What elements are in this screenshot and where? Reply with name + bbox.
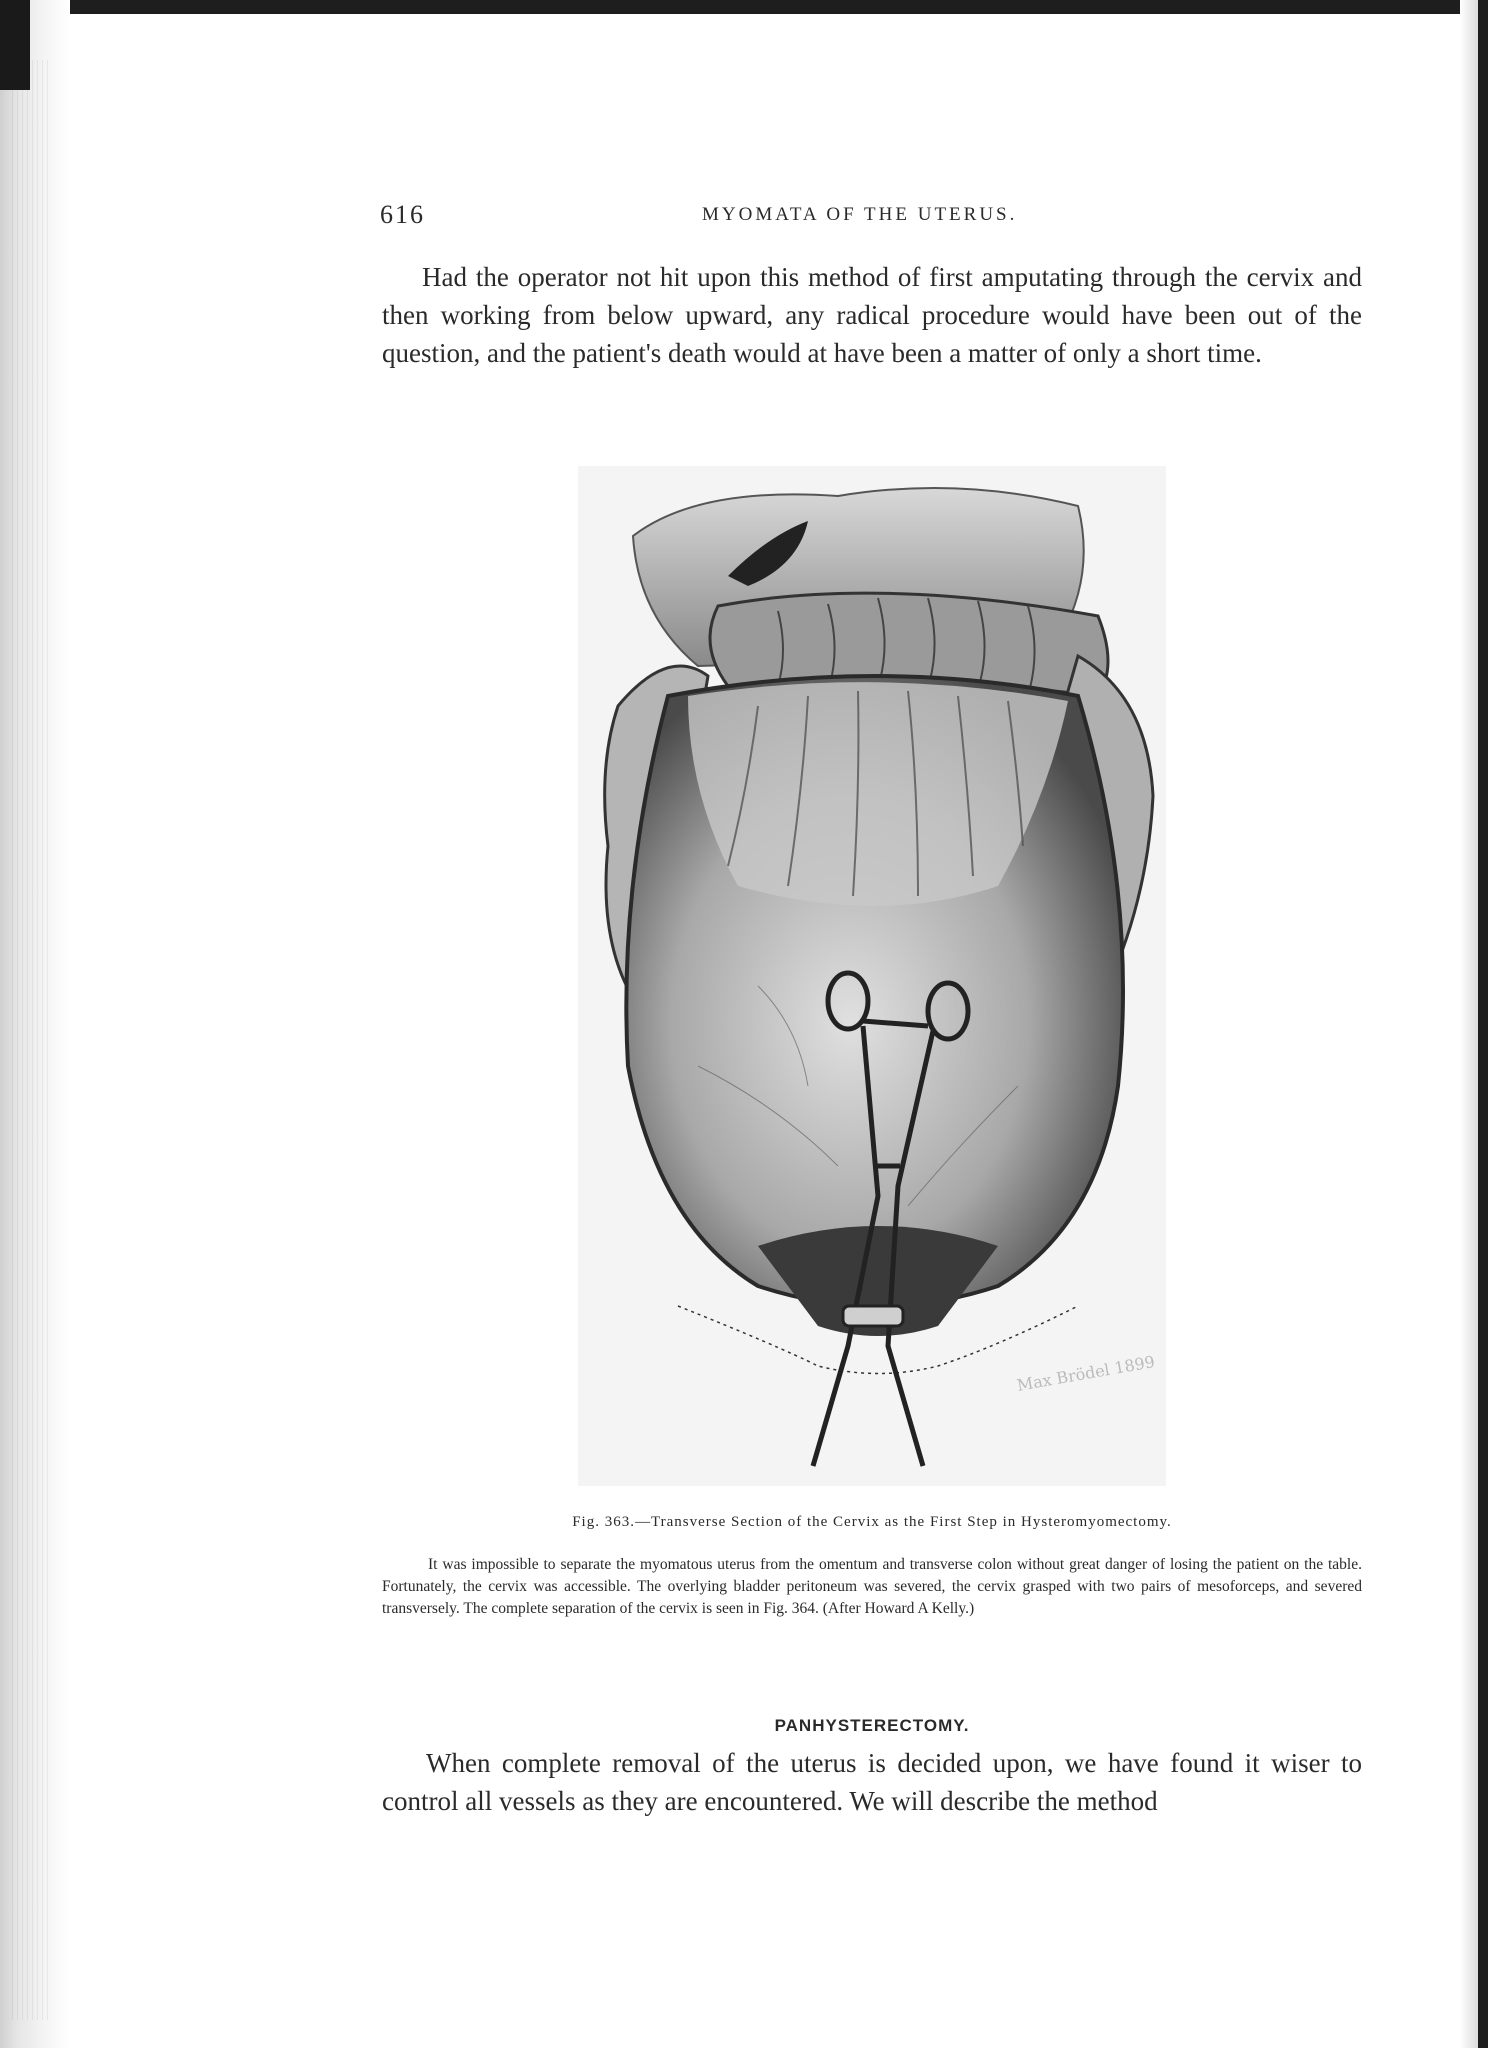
figure-caption: It was impossible to separate the myomatous uterus from the omentum and transverse colon without great danger of losing the patient on the table. Fortunately, the cervix was accessible. The overlying bladder peritoneum was severed, the cervix grasped with two pairs of mesoforceps, and severed transversely. The complete separation of the cervix is seen in Fig. 364. (After Howard A Kelly.) [382,1556,1362,1617]
section-paragraph: When complete removal of the uterus is decided upon, we have found it wiser to control all vessels as they are encountered. We will describe the method [382,1748,1362,1816]
anatomical-illustration [578,466,1166,1486]
figure-title: Fig. 363.—Transverse Section of the Cervix as the First Step in Hysteromyomectomy. [572,1514,1172,1530]
artist-signature: Max Brödel 1899 [1015,1351,1157,1395]
running-title: MYOMATA OF THE UTERUS. [702,204,1018,225]
section-heading: PANHYSTERECTOMY. [774,1716,970,1735]
running-head [380,200,1360,240]
body-paragraph: Had the operator not hit upon this method of first amputating through the cervix and then working from below upward, any radical procedure would have been out of the question, and the patient's death would at have been a matter of only a short time. [382,262,1362,368]
page-number: 616 [380,200,425,229]
uterus-forceps-drawing [578,466,1166,1486]
